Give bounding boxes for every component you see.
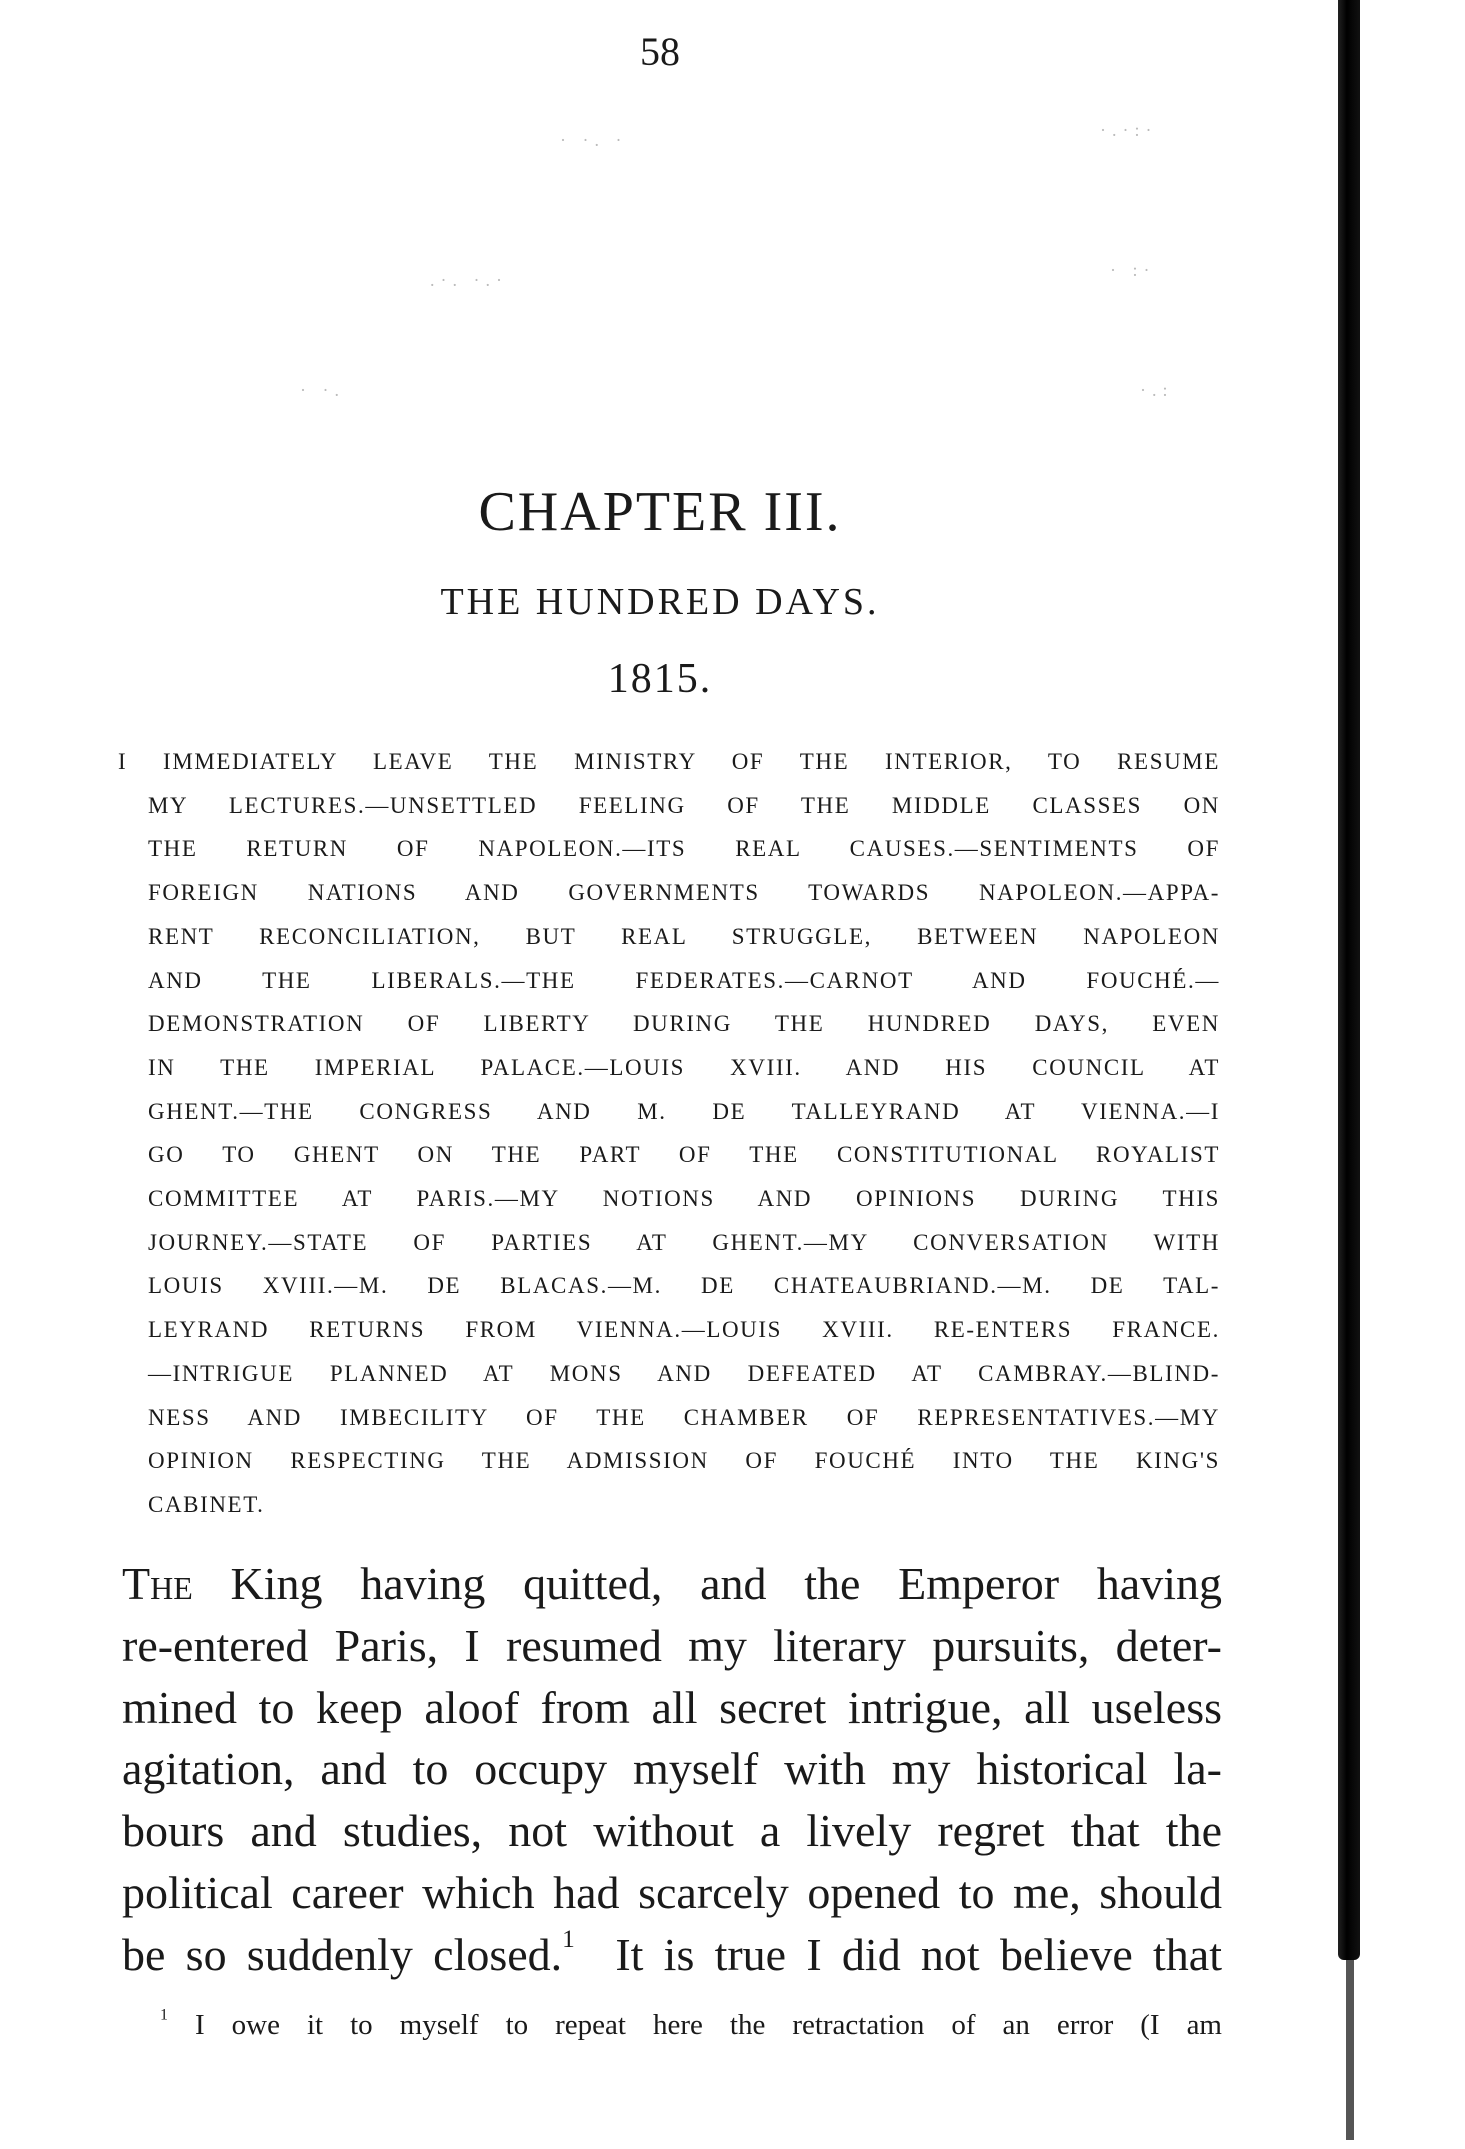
synopsis-line: MY LECTURES.—UNSETTLED FEELING OF THE MIDDLE CLASSES ON bbox=[148, 792, 1220, 818]
synopsis-line: I IMMEDIATELY LEAVE THE MINISTRY OF THE INTERIOR, TO RESUME bbox=[118, 749, 1220, 774]
chapter-synopsis bbox=[118, 740, 1220, 1527]
synopsis-line: JOURNEY.—STATE OF PARTIES AT GHENT.—MY CONVERSATION WITH bbox=[148, 1229, 1220, 1255]
body-line: political career which had scarcely opened to me, should bbox=[122, 1866, 1222, 1918]
chapter-subtitle: THE HUNDRED DAYS. bbox=[440, 581, 880, 623]
body-line-text: be so suddenly closed. bbox=[122, 1928, 563, 1980]
body-line bbox=[122, 1924, 1222, 1986]
binding-shadow bbox=[1338, 0, 1368, 2149]
synopsis-line: GHENT.—THE CONGRESS AND M. DE TALLEYRAND AT VIENNA.—I bbox=[148, 1098, 1220, 1124]
binding-shadow-tail bbox=[1346, 1960, 1354, 2140]
body-line-text: King having quitted, and the Emperor having bbox=[192, 1558, 1222, 1609]
footnote-text: I owe it to myself to repeat here the retractation of an error (I am bbox=[167, 2009, 1222, 2041]
synopsis-line: IN THE IMPERIAL PALACE.—LOUIS XVIII. AND HIS COUNCIL AT bbox=[148, 1054, 1220, 1080]
synopsis-line: —INTRIGUE PLANNED AT MONS AND DEFEATED AT CAMBRAY.—BLIND- bbox=[148, 1360, 1220, 1386]
footnote-marker: 1 bbox=[160, 2006, 168, 2024]
body-line bbox=[122, 1553, 1222, 1615]
binding-shadow-bar bbox=[1338, 0, 1360, 1960]
synopsis-line: AND THE LIBERALS.—THE FEDERATES.—CARNOT AND FOUCHÉ.— bbox=[148, 967, 1220, 993]
synopsis-line: DEMONSTRATION OF LIBERTY DURING THE HUNDRED DAYS, EVEN bbox=[148, 1011, 1220, 1037]
synopsis-line: GO TO GHENT ON THE PART OF THE CONSTITUTIONAL ROYALIST bbox=[148, 1142, 1220, 1168]
page-number: 58 bbox=[640, 29, 680, 74]
body-text bbox=[122, 1553, 1222, 1986]
body-line: bours and studies, not without a lively regret that the bbox=[122, 1805, 1222, 1857]
synopsis-line: NESS AND IMBECILITY OF THE CHAMBER OF REPRESENTATIVES.—MY bbox=[148, 1404, 1220, 1430]
body-line-text: It is true I did not believe that bbox=[574, 1928, 1222, 1980]
synopsis-line: LOUIS XVIII.—M. DE BLACAS.—M. DE CHATEAUBRIAND.—M. DE TAL- bbox=[148, 1273, 1220, 1299]
synopsis-line: CABINET. bbox=[148, 1491, 265, 1517]
chapter-title: CHAPTER III. bbox=[478, 481, 842, 543]
synopsis-line: LEYRAND RETURNS FROM VIENNA.—LOUIS XVIII. RE-ENTERS FRANCE. bbox=[148, 1317, 1220, 1343]
synopsis-line: RENT RECONCILIATION, BUT REAL STRUGGLE, BETWEEN NAPOLEON bbox=[148, 923, 1220, 949]
synopsis-line: COMMITTEE AT PARIS.—MY NOTIONS AND OPINIONS DURING THIS bbox=[148, 1186, 1220, 1212]
body-line: re-entered Paris, I resumed my literary pursuits, deter- bbox=[122, 1619, 1222, 1671]
footnote-reference: 1 bbox=[562, 1925, 575, 1954]
body-line: agitation, and to occupy myself with my historical la- bbox=[122, 1743, 1222, 1795]
synopsis-line: FOREIGN NATIONS AND GOVERNMENTS TOWARDS NAPOLEON.—APPA- bbox=[148, 880, 1220, 906]
drop-word: The bbox=[122, 1558, 193, 1609]
chapter-year: 1815. bbox=[607, 656, 713, 702]
synopsis-line: THE RETURN OF NAPOLEON.—ITS REAL CAUSES.—SENTIMENTS OF bbox=[148, 836, 1220, 862]
body-line: mined to keep aloof from all secret intrigue, all useless bbox=[122, 1681, 1222, 1733]
synopsis-line: OPINION RESPECTING THE ADMISSION OF FOUCHÉ INTO THE KING'S bbox=[148, 1448, 1220, 1474]
footnote bbox=[160, 2005, 1222, 2045]
